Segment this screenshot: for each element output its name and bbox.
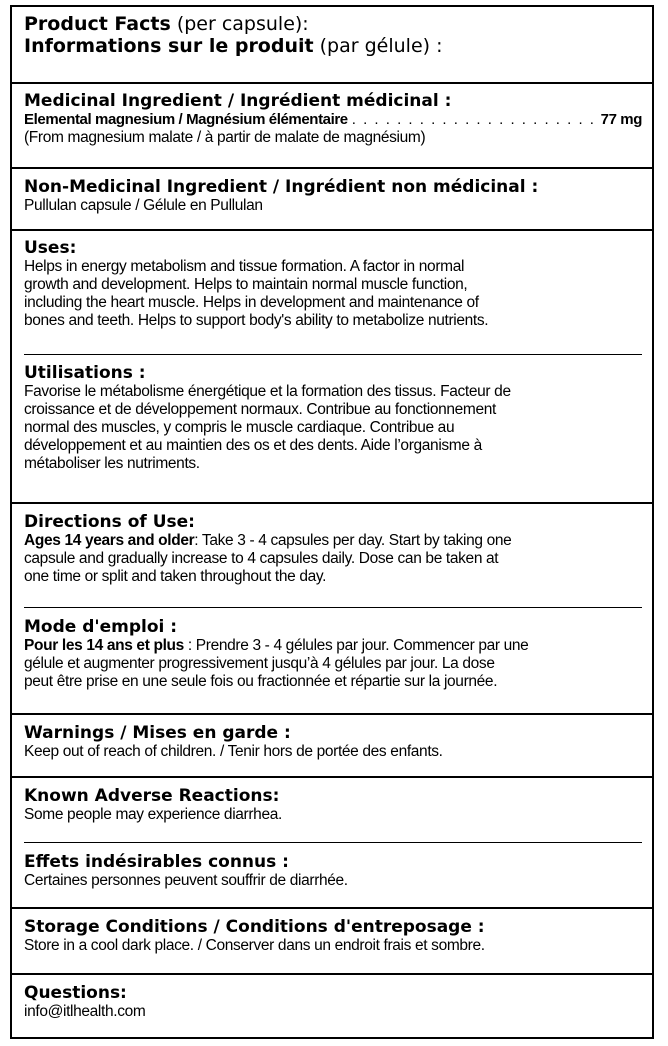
divider xyxy=(12,776,652,778)
non-medicinal-text: Pullulan capsule / Gélule en Pullulan xyxy=(24,197,263,214)
warnings-section xyxy=(12,723,652,761)
utilisations-heading: Utilisations : xyxy=(24,363,146,383)
divider xyxy=(12,502,652,504)
adverse-heading-en: Known Adverse Reactions: xyxy=(24,786,280,806)
utilisations-line: développement et au maintien des os et des dents. Aide l’organisme à xyxy=(24,437,482,454)
medicinal-ingredient-section xyxy=(12,91,652,147)
adverse-heading-fr: Effets indésirables connus : xyxy=(24,852,289,872)
directions-line: capsule and gradually increase to 4 capsules daily. Dose can be taken at xyxy=(24,550,499,567)
product-facts-panel xyxy=(10,5,654,1039)
non-medicinal-section xyxy=(12,177,652,215)
questions-heading: Questions: xyxy=(24,983,127,1003)
product-facts-title-en: Product Facts (per capsule): xyxy=(24,13,309,35)
uses-heading: Uses: xyxy=(24,238,77,258)
utilisations-line: normal des muscles, y compris le muscle cardiaque. Contribue au xyxy=(24,419,455,436)
utilisations-section xyxy=(12,363,652,473)
uses-section xyxy=(12,238,652,330)
effets-indesirables-section xyxy=(12,852,652,890)
directions-section xyxy=(12,512,652,586)
uses-line: including the heart muscle. Helps in development and maintenance of xyxy=(24,294,479,311)
adverse-text-fr: Certaines personnes peuvent souffrir de diarrhée. xyxy=(24,872,348,889)
adverse-text-en: Some people may experience diarrhea. xyxy=(24,806,282,823)
product-facts-title-fr: Informations sur le produit (par gélule) : xyxy=(24,35,443,57)
utilisations-line: métaboliser les nutriments. xyxy=(24,455,200,472)
utilisations-line: croissance et de développement normaux. Contribue au fonctionnement xyxy=(24,401,496,418)
storage-section xyxy=(12,917,652,955)
warnings-text: Keep out of reach of children. / Tenir hors de portée des enfants. xyxy=(24,743,443,760)
utilisations-line: Favorise le métabolisme énergétique et la formation des tissus. Facteur de xyxy=(24,383,511,400)
mode-emploi-line: Pour les 14 ans et plus : Prendre 3 - 4 gélules par jour. Commencer par une xyxy=(24,637,529,654)
warnings-heading: Warnings / Mises en garde : xyxy=(24,723,291,743)
divider xyxy=(12,167,652,169)
divider xyxy=(12,713,652,715)
mode-emploi-age: Pour les 14 ans et plus xyxy=(24,637,184,654)
ingredient-line xyxy=(24,111,652,129)
leader-dots xyxy=(348,111,601,129)
uses-line: Helps in energy metabolism and tissue formation. A factor in normal xyxy=(24,258,465,275)
directions-line: one time or split and taken throughout the day. xyxy=(24,568,327,585)
divider xyxy=(12,82,652,84)
uses-line: bones and teeth. Helps to support body's ability to metabolize nutrients. xyxy=(24,312,489,329)
product-facts-header xyxy=(12,13,652,57)
ingredient-amount: 77 mg xyxy=(600,111,642,128)
divider xyxy=(12,973,652,975)
uses-line: growth and development. Helps to maintain normal muscle function, xyxy=(24,276,468,293)
contact-email[interactable]: info@itlhealth.com xyxy=(24,1003,146,1020)
directions-heading: Directions of Use: xyxy=(24,512,195,532)
adverse-reactions-section xyxy=(12,786,652,824)
divider xyxy=(12,229,652,231)
divider xyxy=(12,907,652,909)
ingredient-source: (From magnesium malate / à partir de malate de magnésium) xyxy=(24,129,426,146)
non-medicinal-heading: Non-Medicinal Ingredient / Ingrédient non médicinal : xyxy=(24,177,539,197)
storage-heading: Storage Conditions / Conditions d'entreposage : xyxy=(24,917,485,937)
thin-divider xyxy=(24,354,642,355)
ingredient-name: Elemental magnesium / Magnésium élémentaire xyxy=(24,111,348,128)
thin-divider xyxy=(24,842,642,843)
medicinal-heading: Medicinal Ingredient / Ingrédient médicinal : xyxy=(24,91,452,111)
mode-emploi-section xyxy=(12,617,652,691)
mode-emploi-heading: Mode d'emploi : xyxy=(24,617,178,637)
storage-text: Store in a cool dark place. / Conserver dans un endroit frais et sombre. xyxy=(24,937,485,954)
mode-emploi-line: peut être prise en une seule fois ou fractionnée et répartie sur la journée. xyxy=(24,673,498,690)
directions-line: Ages 14 years and older: Take 3 - 4 capsules per day. Start by taking one xyxy=(24,532,512,549)
thin-divider xyxy=(24,607,642,608)
questions-section xyxy=(12,983,652,1021)
directions-age: Ages 14 years and older xyxy=(24,532,195,549)
mode-emploi-line: gélule et augmenter progressivement jusqu’à 4 gélules par jour. La dose xyxy=(24,655,495,672)
